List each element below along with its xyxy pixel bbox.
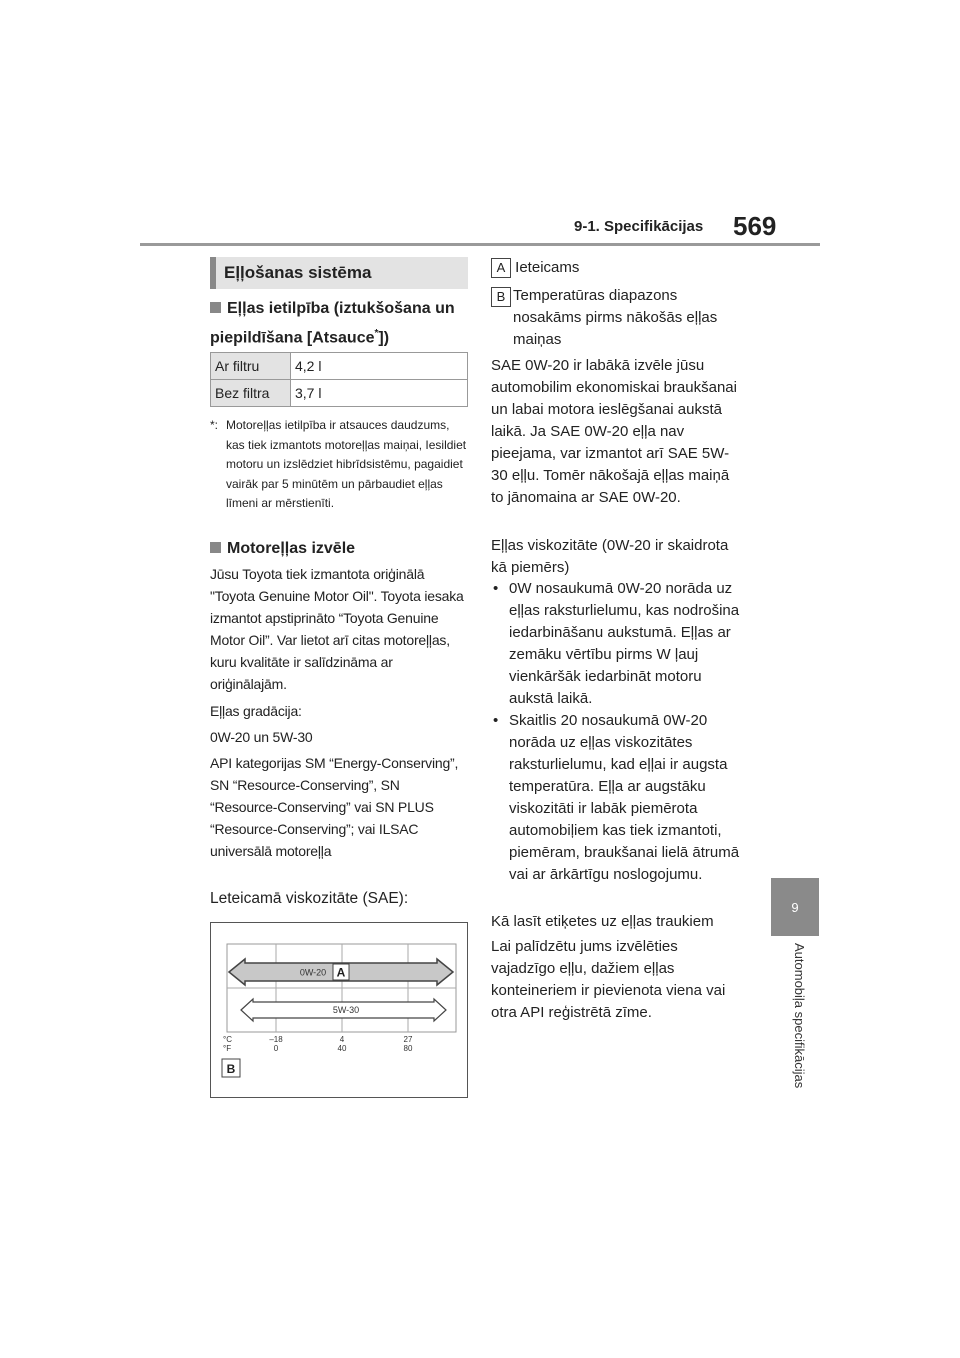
chapter-number: 9 (791, 899, 799, 915)
section-title: Eļļošanas sistēma (210, 257, 468, 289)
label-reading-heading: Kā lasīt etiķetes uz eļļas traukiem (491, 913, 714, 930)
chapter-tab[interactable] (771, 878, 819, 936)
section-header: 9-1. Specifikācijas (574, 218, 704, 235)
viscosity-bullets (491, 578, 743, 886)
bar-label-5w30: 5W-30 (332, 1005, 360, 1015)
label-a: A (336, 965, 346, 980)
api-category-text: API kategorijas SM “Energy-Conserving”, SN “Resource-Conserving”, SN “Resource-Conserving” vai SN PLUS “Resource-Conserving”; vai ILSAC universālā motoreļļa (210, 755, 459, 859)
capacity-table (210, 352, 468, 407)
page-number: 569 (733, 211, 777, 241)
footnote-star: * (374, 328, 379, 339)
footnote-text: Motoreļļas ietilpība ir atsauces daudzums, kas tiek izmantots motoreļļas maiņai, Iesildiet motoru un izslēdziet hibrīdsistēmu, pagaidiet vairāk par 5 minūtēm un pārbaudiet eļļas līmeni ar mērstienīti. (226, 418, 467, 510)
oil-grade-value: 0W-20 un 5W-30 (210, 729, 313, 745)
table-cell-value: 3,7 l (291, 380, 468, 407)
viscosity-figure (210, 922, 468, 1098)
table-row (211, 353, 468, 380)
square-bullet-icon (210, 302, 221, 313)
capacity-heading: Eļļas ietilpība (iztukšošana un piepildīšana [Atsauce*]) (210, 300, 455, 347)
tick-c: 27 (403, 1035, 413, 1044)
api-mark-text: Lai palīdzētu jums izvēlēties vajadzīgo eļļu, dažiem eļļas konteineriem ir pievienota viena vai otra API reģistrētā zīme. (491, 938, 726, 1021)
tick-f: 80 (403, 1044, 413, 1053)
oil-selection-text: Jūsu Toyota tiek izmantota oriģinālā "Toyota Genuine Motor Oil". Toyota iesaka izmantot apstiprināto “Toyota Genuine Motor Oil”. Var lietot arī citas motoreļļas, kuru kvalitāte ir salīdzināma ar oriģinālajām. (210, 566, 464, 692)
oil-selection-heading: Motoreļļas izvēle (210, 536, 355, 561)
footnote (210, 416, 468, 514)
bar-label-0w20: 0W-20 (299, 967, 327, 978)
tick-c: –18 (269, 1035, 283, 1044)
table-cell-value: 4,2 l (291, 353, 468, 380)
legend-b-label: B (491, 287, 511, 307)
legend-b-text: Temperatūras diapazons nosakāms pirms nākošās eļļas maiņas (513, 287, 718, 348)
table-cell-label: Bez filtra (211, 380, 291, 407)
legend-a-label: A (491, 258, 511, 278)
viscosity-example-heading: Eļļas viskozitāte (0W-20 ir skaidrota kā piemērs) (491, 537, 729, 576)
tick-c: 4 (339, 1035, 345, 1044)
legend-a (491, 257, 741, 279)
oil-grade-label: Eļļas gradācija: (210, 703, 302, 719)
legend-a-text: Ieteicams (515, 259, 580, 276)
list-item: • Skaitlis 20 nosaukumā 0W-20 norāda uz eļļas viskozitātes raksturlielumu, kad eļļai ir augsta temperatūra. Eļļa ar augstāku viskozitāti ir labāk piemērota automobiļiem kas tiek izmantoti, piemēram, braukšanai lielā ātrumā vai ar ārkārtīgu noslogojumu. (491, 710, 743, 886)
unit-f: °F (223, 1044, 232, 1053)
header-rule (140, 243, 820, 246)
footnote-marker: *: (210, 418, 219, 432)
table-cell-label: Ar filtru (211, 353, 291, 380)
chapter-title: Automobiļa specifikācijas (792, 943, 807, 1089)
viscosity-heading: Leteicamā viskozitāte (SAE): (210, 890, 409, 907)
unit-c: °C (223, 1035, 232, 1044)
legend-b (491, 285, 741, 351)
list-item: • 0W nosaukumā 0W-20 norāda uz eļļas raksturlielumu, kas nodrošina iedarbināšanu aukstumā. Eļļas ar zemāku vērtību pirms W ļauj vienkāršāk iedarbināt motoru aukstā laikā. (491, 578, 743, 710)
tick-f: 0 (273, 1044, 279, 1053)
viscosity-explanation: SAE 0W-20 ir labākā izvēle jūsu automobilim ekonomiskai braukšanai un labai motora ieslēgšanai aukstā laikā. Ja SAE 0W-20 eļļa nav pieejama, var izmantot arī SAE 5W-30 eļļu. Tomēr nākošajā eļļas maiņā to jānomaina ar SAE 0W-20. (491, 357, 737, 506)
viscosity-diagram (211, 923, 467, 1097)
tick-f: 40 (337, 1044, 347, 1053)
table-row (211, 380, 468, 407)
label-b: B (226, 1062, 236, 1076)
square-bullet-icon (210, 542, 221, 553)
